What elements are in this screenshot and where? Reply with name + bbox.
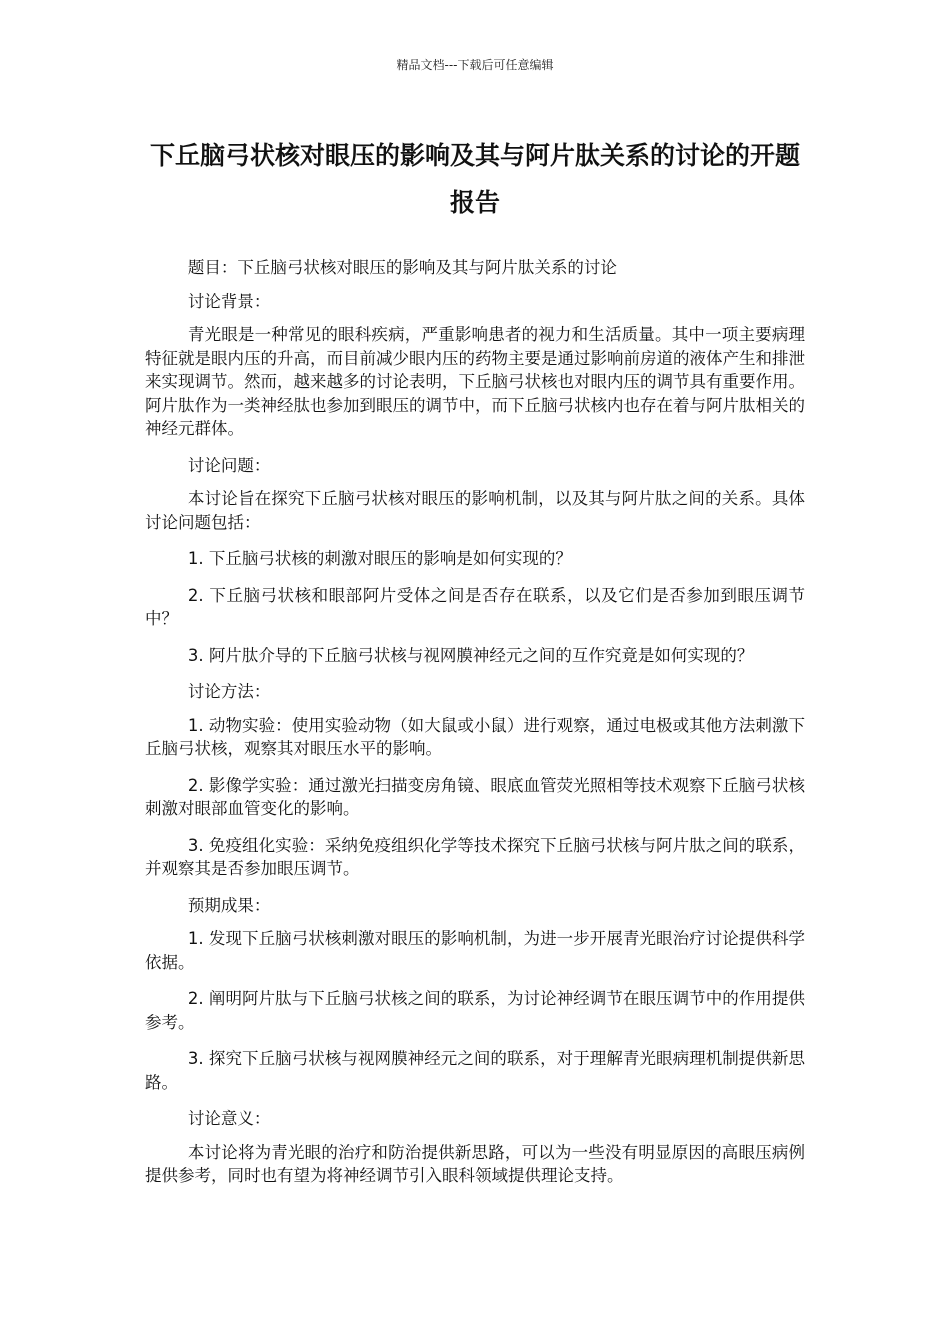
background-paragraph: 青光眼是一种常见的眼科疾病，严重影响患者的视力和生活质量。其中一项主要病理特征就是眼内压的升高，而目前减少眼内压的药物主要是通过影响前房道的液体产生和排泄来实现调节。然而，越来越多的讨论表明，下丘脑弓状核也对眼内压的调节具有重要作用。阿片肽作为一类神经肽也参加到眼压的调节中，而下丘脑弓状核内也存在着与阿片肽相关的神经元群体。 <box>145 325 805 438</box>
background-heading: 讨论背景： <box>187 291 271 311</box>
methods-heading: 讨论方法： <box>187 682 271 701</box>
method-item: 3. 免疫组化实验：采纳免疫组织化学等技术探究下丘脑弓状核与阿片肽之间的联系，并观察其是否参加眼压调节。 <box>145 835 805 878</box>
questions-intro: 本讨论旨在探究下丘脑弓状核对眼压的影响机制，以及其与阿片肽之间的关系。具体讨论问题包括： <box>145 489 805 532</box>
page-header-watermark: 精品文档---下载后可任意编辑 <box>396 58 554 72</box>
outcomes-heading: 预期成果： <box>187 895 271 915</box>
outcome-item: 2. 阐明阿片肽与下丘脑弓状核之间的联系，为讨论神经调节在眼压调节中的作用提供参考。 <box>145 989 805 1032</box>
document-body <box>145 256 805 1201</box>
significance-paragraph: 本讨论将为青光眼的治疗和防治提供新思路，可以为一些没有明显原因的高眼压病例提供参考，同时也有望为将神经调节引入眼科领域提供理论支持。 <box>145 1142 805 1185</box>
questions-heading: 讨论问题： <box>187 455 271 475</box>
question-item: 2. 下丘脑弓状核和眼部阿片受体之间是否存在联系，以及它们是否参加到眼压调节中？ <box>145 585 805 628</box>
significance-heading: 讨论意义： <box>187 1109 271 1128</box>
outcome-item: 1. 发现下丘脑弓状核刺激对眼压的影响机制，为进一步开展青光眼治疗讨论提供科学依据。 <box>145 929 805 972</box>
method-item: 2. 影像学实验：通过激光扫描变房角镜、眼底血管荧光照相等技术观察下丘脑弓状核刺激对眼部血管变化的影响。 <box>145 775 805 818</box>
method-item: 1. 动物实验：使用实验动物（如大鼠或小鼠）进行观察，通过电极或其他方法刺激下丘脑弓状核，观察其对眼压水平的影响。 <box>145 715 805 758</box>
question-item: 3. 阿片肽介导的下丘脑弓状核与视网膜神经元之间的互作究竟是如何实现的？ <box>187 645 754 665</box>
document-title: 下丘脑弓状核对眼压的影响及其与阿片肽关系的讨论的开题报告 <box>149 141 800 217</box>
topic-line: 题目：下丘脑弓状核对眼压的影响及其与阿片肽关系的讨论 <box>187 258 617 277</box>
outcome-item: 3. 探究下丘脑弓状核与视网膜神经元之间的联系，对于理解青光眼病理机制提供新思路。 <box>145 1049 805 1092</box>
question-item: 1. 下丘脑弓状核的刺激对眼压的影响是如何实现的？ <box>187 549 572 568</box>
